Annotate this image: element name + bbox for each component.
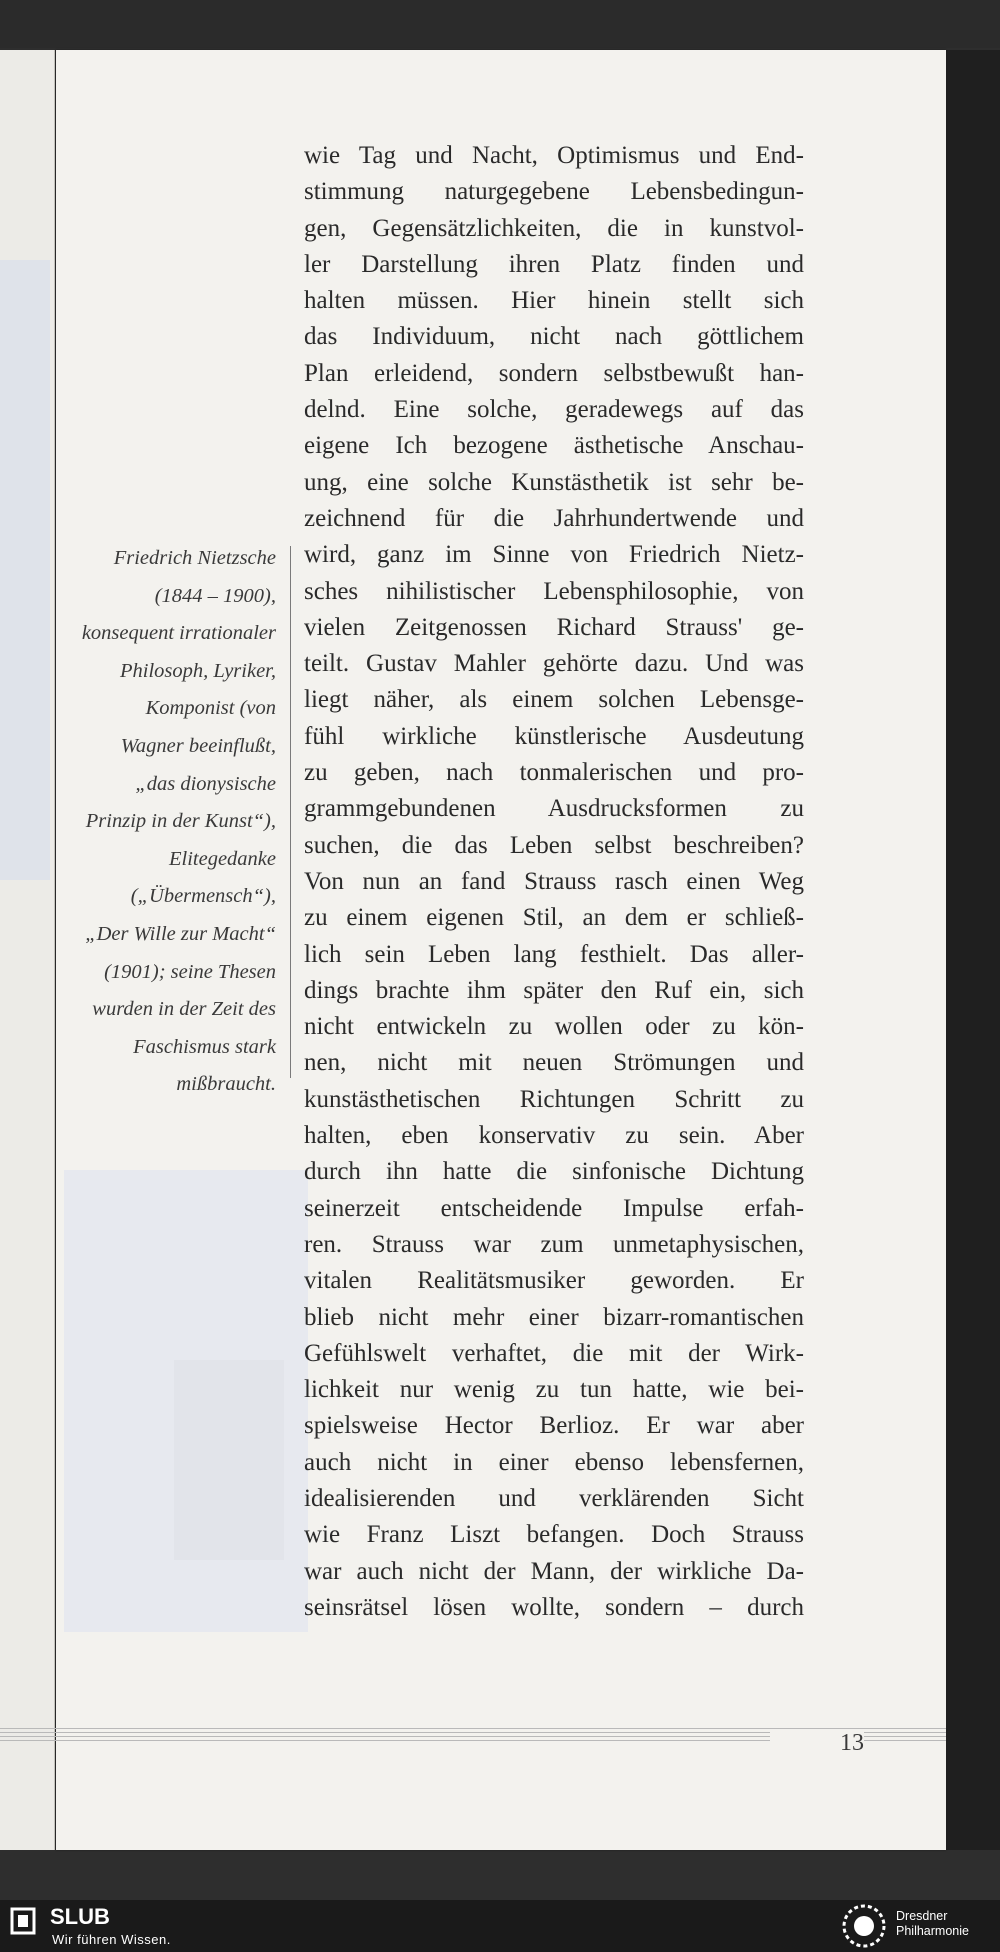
slub-tagline: Wir führen Wissen.	[52, 1932, 171, 1947]
body-text-line: war auch nicht der Mann, der wirkliche Da-	[304, 1557, 804, 1585]
body-text-line: teilt. Gustav Mahler gehörte dazu. Und was	[304, 650, 804, 678]
body-text-line: blieb nicht mehr einer bizarr-romantischen	[304, 1303, 804, 1331]
slub-name: SLUB	[50, 1904, 110, 1929]
dresdner-philharmonie-logo-icon	[842, 1904, 886, 1948]
body-text-line: sches nihilistischer Lebensphilosophie, von	[304, 577, 804, 605]
sidenote-line: Philosoph, Lyriker,	[120, 659, 276, 682]
sidenote-line: (1844 – 1900),	[154, 584, 276, 607]
dresdner-philharmonie-name	[896, 1909, 969, 1939]
body-text-line: Plan erleidend, sondern selbstbewußt han-	[304, 359, 804, 387]
sidenote-line: Prinzip in der Kunst“),	[85, 810, 276, 833]
sidenote-line: Wagner beeinflußt,	[120, 734, 276, 757]
body-text-line: nen, nicht mit neuen Strömungen und	[304, 1049, 804, 1077]
body-text	[304, 138, 804, 1626]
body-text-line: halten müssen. Hier hinein stellt sich	[304, 287, 804, 315]
faded-image-area	[64, 1170, 308, 1632]
slub-logo-icon	[10, 1906, 38, 1936]
body-text-line: halten, eben konservativ zu sein. Aber	[304, 1122, 804, 1150]
sidenote-line: Faschismus stark	[133, 1035, 276, 1058]
body-text-line: idealisierenden und verklärenden Sicht	[304, 1484, 804, 1512]
sidenote-line: (1901); seine Thesen	[104, 960, 276, 983]
sidenote-line: konsequent irrationaler	[81, 622, 276, 645]
body-text-line: seinerzeit entscheidende Impulse erfah-	[304, 1194, 804, 1222]
sidenote-line: wurden in der Zeit des	[92, 998, 276, 1021]
body-text-line: wird, ganz im Sinne von Friedrich Nietz-	[304, 541, 804, 569]
body-text-line: nicht entwickeln zu wollen oder zu kön-	[304, 1013, 804, 1041]
body-text-line: gen, Gegensätzlichkeiten, die in kunstvol-	[304, 214, 804, 242]
scan-background-top	[0, 0, 1000, 48]
body-text-line: stimmung naturgegebene Lebensbedingun-	[304, 178, 804, 206]
body-text-line: durch ihn hatte die sinfonische Dichtung	[304, 1158, 804, 1186]
body-text-line: spielsweise Hector Berlioz. Er war aber	[304, 1412, 804, 1440]
body-text-line: suchen, die das Leben selbst beschreiben?	[304, 831, 804, 859]
body-text-line: grammgebundenen Ausdrucksformen zu	[304, 795, 804, 823]
scan-background-right	[946, 50, 1000, 1850]
body-text-line: vielen Zeitgenossen Richard Strauss' ge-	[304, 613, 804, 641]
body-text-line: delnd. Eine solche, geradewegs auf das	[304, 396, 804, 424]
body-text-line: zeichnend für die Jahrhundertwende und	[304, 504, 804, 532]
sidenote-line: mißbraucht.	[176, 1073, 276, 1096]
body-text-line: dings brachte ihm später den Ruf ein, sich	[304, 976, 804, 1004]
body-text-line: ren. Strauss war zum unmetaphysischen,	[304, 1230, 804, 1258]
body-text-line: vitalen Realitätsmusiker geworden. Er	[304, 1267, 804, 1295]
viewer-footer-bar	[0, 1900, 1000, 1952]
sidenote-line: („Übermensch“),	[130, 885, 276, 908]
faded-image-inner	[174, 1360, 284, 1560]
sidenote-line: Komponist (von	[145, 697, 276, 720]
body-text-line: Gefühlswelt verhaftet, die mit der Wirk-	[304, 1339, 804, 1367]
sidenote-line: Elitegedanke	[168, 847, 276, 870]
sidenote-divider	[290, 546, 291, 1078]
body-text-line: ler Darstellung ihren Platz finden und	[304, 250, 804, 278]
body-text-line: eigene Ich bezogene ästhetische Anschau-	[304, 432, 804, 460]
body-text-line: lichkeit nur wenig zu tun hatte, wie bei-	[304, 1376, 804, 1404]
body-text-line: das Individuum, nicht nach göttlichem	[304, 323, 804, 351]
body-text-line: auch nicht in einer ebenso lebensfernen,	[304, 1448, 804, 1476]
sidenote-line: Friedrich Nietzsche	[113, 547, 276, 569]
body-text-line: wie Franz Liszt befangen. Doch Strauss	[304, 1521, 804, 1549]
sidenote-nietzsche	[40, 540, 276, 1104]
body-text-line: ung, eine solche Kunstästhetik ist sehr be-	[304, 468, 804, 496]
body-text-line: zu geben, nach tonmalerischen und pro-	[304, 759, 804, 787]
body-text-line: fühl wirkliche künstlerische Ausdeutung	[304, 722, 804, 750]
body-text-line: kunstästhetischen Richtungen Schritt zu	[304, 1085, 804, 1113]
body-text-line: lich sein Leben lang festhielt. Das aller-	[304, 940, 804, 968]
body-text-line: seinsrätsel lösen wollte, sondern – durch	[304, 1593, 804, 1621]
partner-name-line1: Dresdner	[896, 1909, 948, 1923]
partner-name-line2: Philharmonie	[896, 1924, 969, 1938]
page-number: 13	[770, 1730, 864, 1757]
sidenote-line: „das dionysische	[135, 772, 276, 795]
sidenote-line: „Der Wille zur Macht“	[85, 922, 276, 945]
body-text-line: Von nun an fand Strauss rasch einen Weg	[304, 867, 804, 895]
body-text-line: zu einem eigenen Stil, an dem er schließ-	[304, 904, 804, 932]
body-text-line: wie Tag und Nacht, Optimismus und End-	[304, 142, 804, 169]
body-text-line: liegt näher, als einem solchen Lebensge-	[304, 686, 804, 714]
